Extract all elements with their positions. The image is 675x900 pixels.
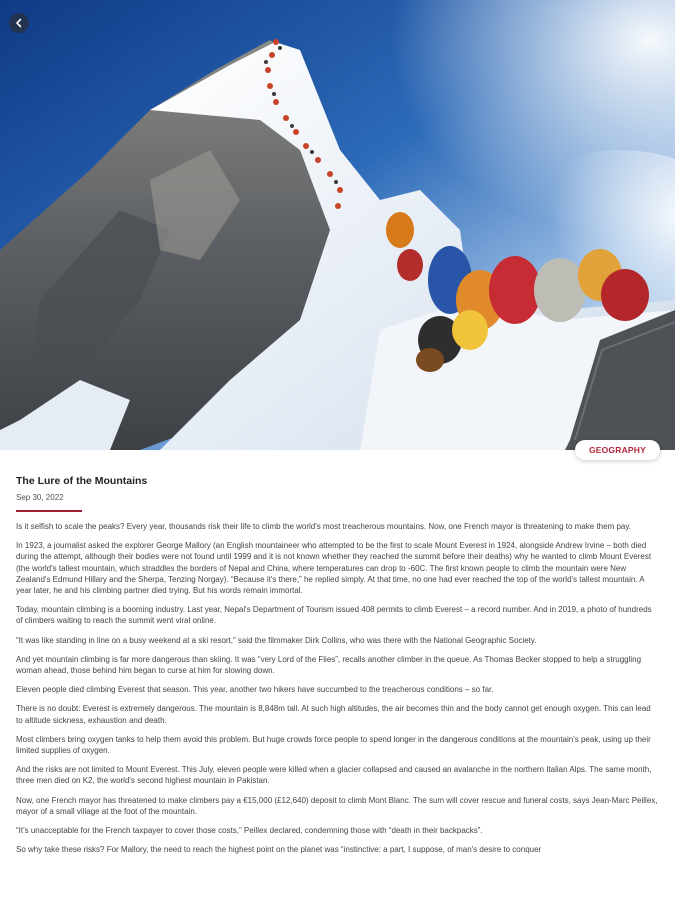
article-paragraph: Is it selfish to scale the peaks? Every year, thousands risk their life to climb the world's most treacherous mountains. Now, one French mayor is threatening to make them pay. bbox=[16, 522, 631, 531]
article-paragraph: And the risks are not limited to Mount Everest. This July, eleven people were killed when a glacier collapsed and caused an avalanche in the northern Italian Alps. The same month, three men died on K2, the world's second highest mountain in Pakistan. bbox=[16, 765, 652, 786]
article-paragraph: In 1923, a journalist asked the explorer George Mallory (an English mountaineer who attempted to be the first to scale Mount Everest in 1924, alongside Andrew Irvine – both died during the attempt, although their bodies were not found until 1999 and it is not known whether they reached the summit before their deaths) why he wanted to climb Mount Everest (the world's tallest mountain, which straddles the borders of Nepal and China, where temperatures can drop to -60C. The first known people to climb the mountain were New Zealand's Edmund Hillary and the Sherpa, Tenzing Norgay). “Because it's there,” he replied simply. At that time, no one had ever reached the top of the world's tallest mountain. A year later, he and his climbing partner died trying. But his words remain immortal. bbox=[16, 541, 652, 596]
article-paragraph: Now, one French mayor has threatened to make climbers pay a €15,000 (£12,640) deposit to climb Mont Blanc. The sum will cover rescue and funeral costs, says Jean-Marc Peillex, mayor of a small village at the foot of the mountain. bbox=[16, 795, 658, 816]
back-button[interactable] bbox=[9, 13, 29, 33]
article-date: Sep 30, 2022 bbox=[16, 493, 64, 502]
article-paragraph: “It was like standing in line on a busy weekend at a ski resort,” said the filmmaker Dirk Collins, who was there with the National Geographic Society. bbox=[16, 635, 537, 645]
article-paragraph: And yet mountain climbing is far more dangerous than skiing. It was “very Lord of the Flies”, recalls another climber in the queue. As Thomas Becker stopped to help a struggling woman ahead, those behind him began to curse at him for slowing down. bbox=[16, 654, 642, 676]
article-paragraph: Today, mountain climbing is a booming industry. Last year, Nepal's Department of Tourism issued 408 permits to climb Everest – a record number. And in 2019, a photo of hundreds of climbers waiting to reach the summit went viral online. bbox=[16, 605, 652, 626]
category-badge[interactable]: GEOGRAPHY bbox=[575, 440, 660, 460]
article-paragraph: Eleven people died climbing Everest that season. This year, another two hikers have succumbed to the treacherous conditions – so far. bbox=[16, 685, 494, 695]
article-paragraph: There is no doubt: Everest is extremely dangerous. The mountain is 8,848m tall. At such high altitudes, the air becomes thin and the body cannot get enough oxygen. This can lead to altitude sickness, exhaustion and death. bbox=[16, 704, 651, 725]
article-title: The Lure of the Mountains bbox=[16, 475, 148, 487]
chevron-left-icon bbox=[14, 18, 24, 28]
article bbox=[16, 475, 659, 863]
title-divider bbox=[16, 510, 82, 512]
article-paragraph: “It's unacceptable for the French taxpayer to cover those costs,” Peillex declared, condemning those with “death in their backpacks”. bbox=[16, 826, 483, 836]
article-paragraph: So why take these risks? For Mallory, the need to reach the highest point on the planet was “instinctive: a part, I suppose, of man's desire to conquer bbox=[16, 845, 542, 855]
article-paragraph: Most climbers bring oxygen tanks to help them avoid this problem. But huge crowds force people to spend longer in the dangerous conditions at the mountain's peak, using up their limited supplies of oxygen. bbox=[16, 734, 651, 756]
